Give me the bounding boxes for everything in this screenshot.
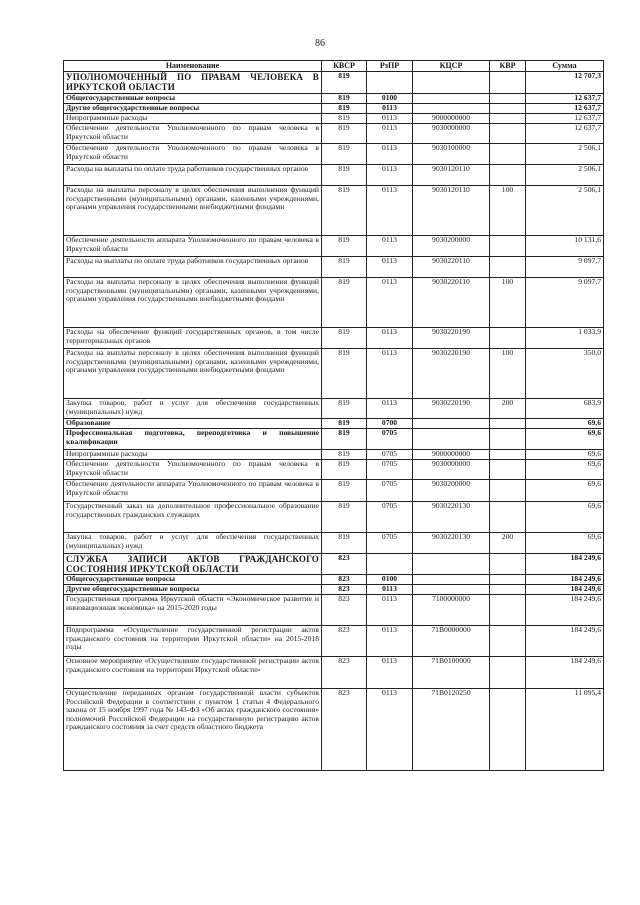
cell-sum: 683,9 [526,399,604,419]
cell-name: Подпрограмма «Осуществление государственной регистрации актов гражданского состояния на территории Иркутской области» на 2015-2018 годы [64,626,322,657]
cell-kvr [490,124,526,144]
header-kcsr: КЦСР [413,61,490,72]
cell-sum: 69,6 [526,450,604,460]
cell-kvsr: 819 [322,419,367,429]
cell-kvr [490,450,526,460]
cell-kvr [490,585,526,595]
cell-kvsr: 819 [322,186,367,236]
cell-rzpr: 0113 [367,399,413,419]
cell-rzpr: 0100 [367,575,413,585]
cell-name: Профессиональная подготовка, переподготовка и повышение квалификации [64,429,322,450]
cell-rzpr: 0113 [367,595,413,626]
cell-sum: 184 249,6 [526,595,604,626]
cell-kvsr: 819 [322,236,367,257]
cell-name: Общегосударственные вопросы [64,94,322,104]
cell-kvsr: 823 [322,575,367,585]
cell-rzpr: 0700 [367,419,413,429]
table-row [64,399,604,419]
cell-kcsr: 71В0100000 [413,657,490,689]
cell-name: Общегосударственные вопросы [64,575,322,585]
cell-sum: 9 097,7 [526,257,604,278]
cell-kvsr: 819 [322,72,367,94]
table-row [64,94,604,104]
cell-kvr [490,144,526,165]
cell-kcsr: 9000000000 [413,114,490,124]
cell-name: УПОЛНОМОЧЕННЫЙ ПО ПРАВАМ ЧЕЛОВЕКА В ИРКУТСКОЙ ОБЛАСТИ [64,72,322,94]
cell-kvr: 200 [490,399,526,419]
cell-sum: 69,6 [526,533,604,554]
cell-sum: 12 637,7 [526,124,604,144]
table-row [64,165,604,186]
cell-name: Расходы на выплаты персоналу в целях обеспечения выполнения функций государственными (муниципальными) органами, казенными учреждениями, органами управления государственными внебюджетными фондами [64,349,322,399]
table-row [64,104,604,114]
cell-kvr [490,257,526,278]
cell-rzpr: 0113 [367,328,413,349]
cell-kcsr [413,554,490,575]
cell-kcsr: 9030220190 [413,328,490,349]
cell-name: Расходы на обеспечение функций государственных органов, в том числе территориальных органов [64,328,322,349]
cell-name: Непрограммные расходы [64,114,322,124]
cell-kvr [490,460,526,480]
cell-kcsr: 9030000000 [413,460,490,480]
cell-kcsr: 9030000000 [413,124,490,144]
cell-kvsr: 819 [322,278,367,328]
cell-kvsr: 819 [322,328,367,349]
cell-kcsr [413,104,490,114]
cell-kvr [490,94,526,104]
cell-kvsr: 819 [322,124,367,144]
cell-sum: 1 033,9 [526,328,604,349]
cell-kvr [490,328,526,349]
cell-sum: 12 637,7 [526,114,604,124]
cell-kvsr: 823 [322,689,367,771]
cell-rzpr: 0705 [367,429,413,450]
budget-table [63,60,604,771]
cell-sum: 12 637,7 [526,104,604,114]
table-row [64,460,604,480]
cell-name: Обеспечение деятельности Уполномоченного по правам человека в Иркутской области [64,124,322,144]
cell-name: Основное мероприятие «Осуществление государственной регистрации актов гражданского состояния на территории Иркутской области» [64,657,322,689]
cell-kvsr: 823 [322,595,367,626]
cell-rzpr: 0705 [367,480,413,502]
cell-kvr [490,429,526,450]
cell-name: Государственная программа Иркутской области «Экономическое развитие и инновационная экономика» на 2015-2020 годы [64,595,322,626]
cell-sum: 12 637,7 [526,94,604,104]
cell-kcsr: 9030220190 [413,399,490,419]
cell-kvr: 100 [490,349,526,399]
table-row [64,575,604,585]
cell-sum: 9 097,7 [526,278,604,328]
cell-kvr [490,502,526,533]
table-row [64,349,604,399]
cell-sum: 184 249,6 [526,575,604,585]
cell-sum: 2 506,1 [526,165,604,186]
cell-kvsr: 819 [322,94,367,104]
cell-kcsr [413,72,490,94]
table-row [64,429,604,450]
cell-kcsr: 9030120110 [413,165,490,186]
table-row [64,554,604,575]
cell-kvsr: 819 [322,429,367,450]
cell-kvsr: 819 [322,257,367,278]
cell-kvr [490,575,526,585]
table-row [64,657,604,689]
cell-kvsr: 819 [322,399,367,419]
table-row [64,585,604,595]
header-sum: Сумма [526,61,604,72]
cell-kvr [490,480,526,502]
cell-sum: 2 506,1 [526,144,604,165]
cell-kvr [490,165,526,186]
cell-kvr [490,236,526,257]
header-name: Наименование [64,61,322,72]
cell-kvsr: 819 [322,104,367,114]
cell-rzpr: 0705 [367,502,413,533]
cell-kvr [490,554,526,575]
cell-kcsr: 9030200000 [413,236,490,257]
cell-kvsr: 819 [322,165,367,186]
cell-rzpr: 0113 [367,165,413,186]
cell-kvr [490,657,526,689]
table-body [64,72,604,771]
cell-kvsr: 819 [322,502,367,533]
cell-rzpr: 0113 [367,257,413,278]
header-rzpr: РзПР [367,61,413,72]
cell-kcsr [413,585,490,595]
cell-name: Закупка товаров, работ и услуг для обеспечения государственных (муниципальных) нужд [64,399,322,419]
cell-rzpr: 0113 [367,657,413,689]
cell-name: Расходы на выплаты персоналу в целях обеспечения выполнения функций государственными (муниципальными) органами, казенными учреждениями, органами управления государственными внебюджетными фондами [64,278,322,328]
cell-kcsr: 9030220110 [413,257,490,278]
cell-rzpr [367,72,413,94]
page-number: 86 [315,38,325,49]
header-kvsr: КВСР [322,61,367,72]
cell-kvr [490,114,526,124]
cell-kvsr: 819 [322,450,367,460]
cell-kcsr: 9000000000 [413,450,490,460]
table-row [64,450,604,460]
cell-rzpr: 0113 [367,626,413,657]
table-row [64,626,604,657]
cell-kvr [490,689,526,771]
cell-name: Обеспечение деятельности Уполномоченного по правам человека в Иркутской области [64,144,322,165]
cell-sum: 11 095,4 [526,689,604,771]
cell-sum: 69,6 [526,480,604,502]
table-row [64,419,604,429]
cell-rzpr: 0705 [367,460,413,480]
cell-rzpr: 0113 [367,186,413,236]
cell-sum: 12 707,3 [526,72,604,94]
cell-rzpr: 0113 [367,124,413,144]
table-header-row [64,61,604,72]
cell-kvr: 200 [490,533,526,554]
table-row [64,595,604,626]
cell-kvr [490,626,526,657]
cell-sum: 184 249,6 [526,585,604,595]
table-row [64,144,604,165]
cell-rzpr: 0705 [367,533,413,554]
cell-kcsr: 9030220130 [413,502,490,533]
cell-name: Обеспечение деятельности Уполномоченного по правам человека в Иркутской области [64,460,322,480]
cell-sum: 69,6 [526,502,604,533]
cell-kcsr: 71В0000000 [413,626,490,657]
cell-kcsr: 9030200000 [413,480,490,502]
cell-kcsr [413,419,490,429]
table-row [64,124,604,144]
cell-kcsr [413,429,490,450]
cell-rzpr: 0113 [367,114,413,124]
cell-kvr: 100 [490,278,526,328]
cell-sum: 69,6 [526,429,604,450]
table-row [64,257,604,278]
cell-rzpr: 0705 [367,450,413,460]
cell-sum: 69,6 [526,419,604,429]
cell-kvsr: 819 [322,144,367,165]
cell-name: Расходы на выплаты персоналу в целях обеспечения выполнения функций государственными (муниципальными) органами, казенными учреждениями, органами управления государственными внебюджетными фондами [64,186,322,236]
header-kvr: КВР [490,61,526,72]
cell-kvr [490,595,526,626]
cell-kvr: 100 [490,186,526,236]
cell-kvr [490,419,526,429]
cell-kcsr: 9030220110 [413,278,490,328]
cell-rzpr: 0113 [367,349,413,399]
cell-sum: 184 249,6 [526,626,604,657]
table-row [64,502,604,533]
table-row [64,114,604,124]
cell-kvr [490,104,526,114]
cell-rzpr: 0113 [367,144,413,165]
cell-kcsr: 7100000000 [413,595,490,626]
cell-rzpr: 0113 [367,236,413,257]
table-row [64,278,604,328]
cell-kvsr: 819 [322,114,367,124]
table-row [64,689,604,771]
cell-sum: 10 131,6 [526,236,604,257]
cell-kvsr: 819 [322,533,367,554]
cell-rzpr: 0113 [367,585,413,595]
cell-kvsr: 823 [322,657,367,689]
table-row [64,186,604,236]
cell-name: Расходы на выплаты по оплате труда работников государственных органов [64,257,322,278]
cell-kcsr: 9030120110 [413,186,490,236]
cell-rzpr [367,554,413,575]
table-row [64,72,604,94]
cell-sum: 184 249,6 [526,657,604,689]
cell-name: Государственный заказ на дополнительное профессиональное образование государственных гражданских служащих [64,502,322,533]
cell-sum: 2 506,1 [526,186,604,236]
cell-kvsr: 823 [322,626,367,657]
cell-rzpr: 0113 [367,278,413,328]
cell-name: Обеспечение деятельности аппарата Уполномоченного по правам человека в Иркутской области [64,236,322,257]
cell-rzpr: 0113 [367,689,413,771]
table-row [64,533,604,554]
cell-sum: 350,0 [526,349,604,399]
cell-name: Обеспечение деятельности аппарата Уполномоченного по правам человека в Иркутской области [64,480,322,502]
cell-name: Закупка товаров, работ и услуг для обеспечения государственных (муниципальных) нужд [64,533,322,554]
cell-name: Образование [64,419,322,429]
cell-kvsr: 823 [322,585,367,595]
cell-name: Осуществление переданных органам государственной власти субъектов Российской Федерации в соответствии с пунктом 1 статьи 4 Федерального закона от 15 ноября 1997 года № 143-ФЗ «Об актах гражданского состояния» полномочий Российской Федерации на государственную регистрацию актов гражданского состояния за счет средств областного бюджета [64,689,322,771]
cell-rzpr: 0100 [367,94,413,104]
cell-sum: 184 249,6 [526,554,604,575]
cell-name: Другие общегосударственные вопросы [64,104,322,114]
cell-name: Другие общегосударственные вопросы [64,585,322,595]
cell-kvsr: 823 [322,554,367,575]
table-row [64,236,604,257]
cell-kcsr: 9030220130 [413,533,490,554]
cell-name: Непрограммные расходы [64,450,322,460]
table-row [64,328,604,349]
cell-kvsr: 819 [322,480,367,502]
cell-kvsr: 819 [322,460,367,480]
cell-kcsr: 71В0120250 [413,689,490,771]
cell-sum: 69,6 [526,460,604,480]
cell-kcsr [413,575,490,585]
cell-name: СЛУЖБА ЗАПИСИ АКТОВ ГРАЖДАНСКОГО СОСТОЯНИЯ ИРКУТСКОЙ ОБЛАСТИ [64,554,322,575]
cell-kvsr: 819 [322,349,367,399]
cell-rzpr: 0113 [367,104,413,114]
cell-kcsr: 9030220190 [413,349,490,399]
table-row [64,480,604,502]
cell-kvr [490,72,526,94]
cell-kcsr: 9030100000 [413,144,490,165]
cell-name: Расходы на выплаты по оплате труда работников государственных органов [64,165,322,186]
cell-kcsr [413,94,490,104]
